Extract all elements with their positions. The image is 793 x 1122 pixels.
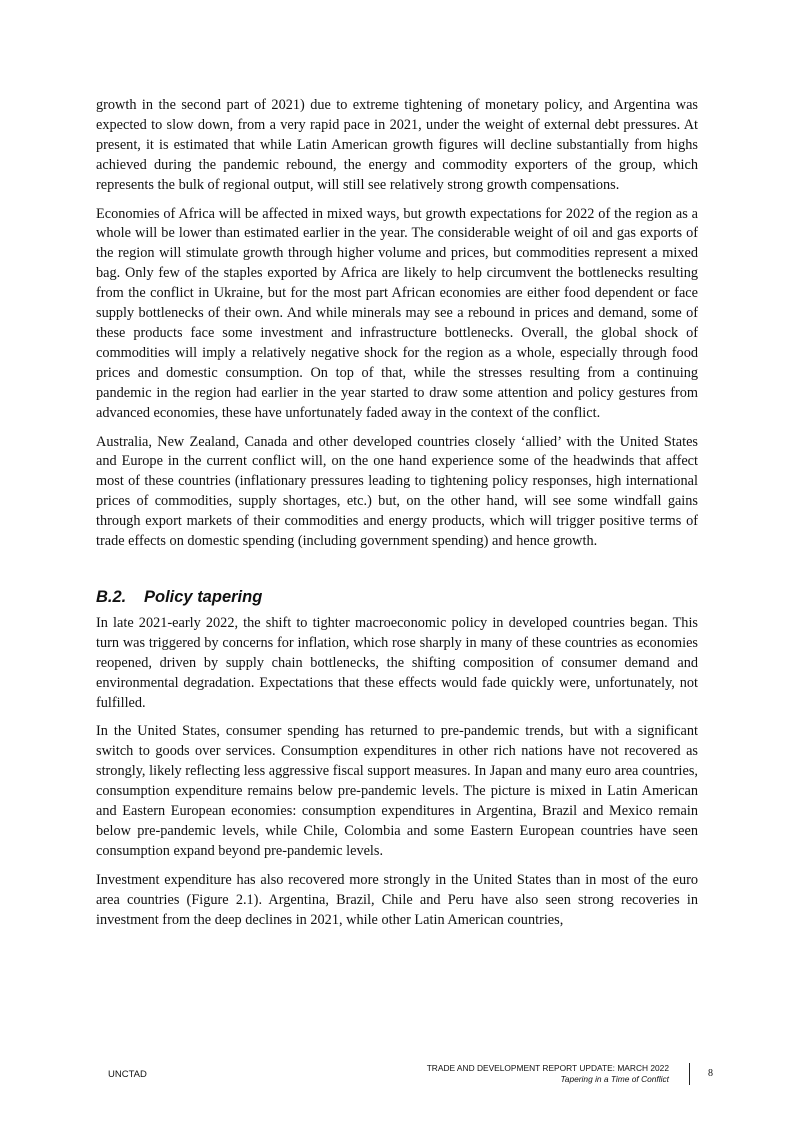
section-title: Policy tapering xyxy=(144,587,263,606)
footer-report-title: TRADE AND DEVELOPMENT REPORT UPDATE: MARCH 2022 xyxy=(426,1063,669,1073)
section-number: B.2. xyxy=(96,587,127,606)
paragraph-africa: Economies of Africa will be affected in mixed ways, but growth expectations for 2022 of the region as a whole will be lower than estimated earlier in the year. The considerable weight of oil and gas exports of the region will stimulate growth through higher volume and prices, but commodities represent a mixed bag. Only few of the staples exported by Africa are likely to help circumvent the bottlenecks resulting from the conflict in Ukraine, but for the most part African economies are either food dependent or face supply bottlenecks of their own. And while minerals may see a rebound in prices and demand, some of these products face some investment and infrastructure bottlenecks. Overall, the global shock of commodities will imply a relatively negative shock for the region as a whole, especially through food prices and domestic consumption. On top of that, while the stresses resulting from a continuing pandemic in the region had earlier in the year started to draw some attention and policy gestures from advanced economies, these have unfortunately faded away in the context of the conflict. xyxy=(96,205,698,421)
paragraph-developed-allies: Australia, New Zealand, Canada and other developed countries closely ‘allied’ with the United States and Europe in the current conflict will, on the one hand experience some of the headwinds that affect most of these countries (inflationary pressures leading to tightening policy responses, high international prices of commodities, supply shortages, etc.) but, on the other hand, will see some windfall gains through export markets of their commodities and energy products, which will trigger positive terms of trade effects on domestic spending (including government spending) and hence growth. xyxy=(96,433,698,550)
footer-report-subtitle: Tapering in a Time of Conflict xyxy=(560,1074,669,1084)
page-number: 8 xyxy=(708,1068,713,1079)
body-text xyxy=(96,96,698,940)
paragraph-consumer-spending: In the United States, consumer spending has returned to pre-pandemic trends, but with a significant switch to goods over services. Consumption expenditures in other rich nations have not recovered as strongly, likely reflecting less aggressive fiscal support measures. In Japan and many euro area countries, consumption expenditure remains below pre-pandemic levels. The picture is mixed in Latin American and Eastern European economies: consumption expenditures in Argentina, Brazil and Mexico remain below pre-pandemic levels, while Chile, Colombia and some Eastern European countries have seen consumption expand beyond pre-pandemic levels. xyxy=(96,723,698,859)
paragraph-policy-shift: In late 2021-early 2022, the shift to tighter macroeconomic policy in developed countries began. This turn was triggered by concerns for inflation, which rose sharply in many of these countries as economies reopened, driven by supply chain bottlenecks, the shifting composition of consumer demand and environmental degradation. Expectations that these effects would fade quickly were, unfortunately, not fulfilled. xyxy=(96,614,698,711)
section-heading xyxy=(96,586,698,608)
footer-organization: UNCTAD xyxy=(108,1069,147,1080)
paragraph-investment: Investment expenditure has also recovered more strongly in the United States than in most of the euro area countries (Figure 2.1). Argentina, Brazil, Chile and Peru have also seen strong recoveries in investment from the deep declines in 2021, while other Latin American countries, xyxy=(96,871,698,928)
footer-report-info xyxy=(427,1063,669,1085)
paragraph-latin-america: growth in the second part of 2021) due to extreme tightening of monetary policy, and Argentina was expected to slow down, from a very rapid pace in 2021, under the weight of external debt pressures. At present, it is estimated that while Latin American growth figures will decline substantially from highs achieved during the pandemic rebound, the energy and commodity exporters of the group, which represents the bulk of regional output, will still see relatively strong growth compensations. xyxy=(96,97,698,193)
footer-divider xyxy=(689,1063,690,1085)
